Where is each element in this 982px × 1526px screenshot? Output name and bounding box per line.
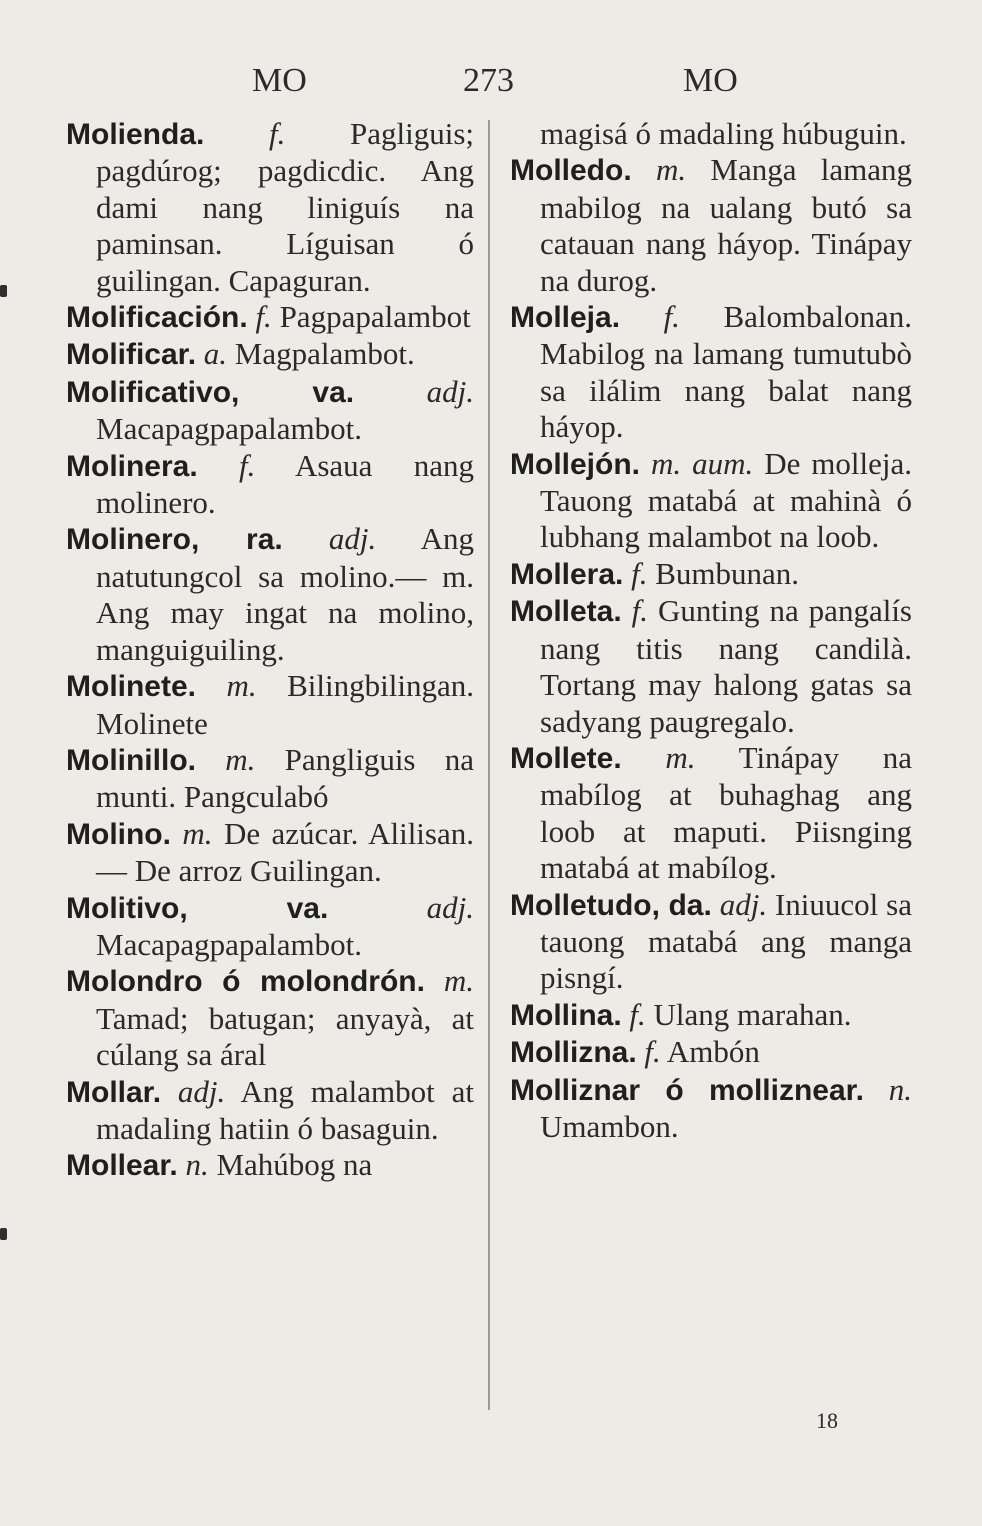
entry-grammar: n. [185, 1147, 209, 1183]
dictionary-entry [66, 374, 474, 448]
column-divider [488, 120, 490, 1410]
entry-headword: Molificar. [66, 338, 197, 372]
margin-ink-mark [0, 1228, 7, 1240]
entry-definition: Bilingbilingan. Molinete [96, 668, 474, 741]
entry-grammar: f. [239, 447, 256, 483]
entry-definition: Pagliguis; pagdúrog; pagdicdic. Ang dami nang liniguís na paminsan. Líguisan ó guilingan. Capaguran. [96, 116, 475, 298]
entry-grammar: m. [665, 739, 696, 775]
entry-grammar: m. [182, 815, 213, 851]
dictionary-entry [510, 593, 912, 740]
entry-grammar: m. [655, 152, 687, 188]
signature-mark: 18 [816, 1408, 838, 1433]
entry-headword: Mollejón. [510, 447, 640, 481]
page-number: 273 [463, 62, 514, 99]
entry-headword: Molinera. [66, 449, 198, 483]
entry-headword: Molitivo, va. [66, 891, 329, 925]
entry-headword: Molificación. [66, 301, 248, 335]
entry-grammar: adj. [719, 886, 768, 922]
page-header [0, 62, 982, 112]
entry-definition: Balombalonan. Mabilog na lamang tumutubò sa ilálim nang balat nang háyop. [540, 299, 913, 445]
entry-definition: Tinápay na mabílog at buhaghag ang loob at maputi. Piisnging matabá at mabílog. [540, 739, 912, 886]
entry-grammar: adj. [426, 889, 474, 925]
dictionary-entry [510, 887, 912, 997]
entry-definition: Macapagpapalambot. [96, 926, 362, 962]
entry-grammar: f. [631, 555, 648, 591]
entry-headword: Molificativo, va. [66, 375, 355, 409]
entry-grammar: adj. [426, 373, 475, 409]
entry-grammar: n. [888, 1071, 912, 1107]
entry-headword: Molinete. [66, 670, 197, 704]
entry-definition: Ambón [666, 1034, 760, 1070]
dictionary-entry [66, 521, 474, 668]
header-left-guide-word: MO [252, 62, 307, 99]
entry-definition: Macapagpapalambot. [96, 411, 362, 447]
entry-definition: Iniuucol sa tauong matabá ang manga pisngí. [540, 886, 913, 996]
dictionary-entry [66, 890, 474, 964]
entry-grammar: m. [443, 963, 474, 999]
entry-definition: Ang malambot at madaling hatiin ó basaguin. [96, 1073, 474, 1146]
entry-headword: Molleta. [510, 595, 622, 629]
entry-headword: Molienda. [66, 118, 205, 151]
dictionary-entry [66, 963, 474, 1073]
dictionary-entry [66, 116, 474, 299]
entry-definition: Tamad; batugan; anyayà, at cúlang sa áral [96, 1000, 474, 1073]
entry-grammar: f. [255, 299, 272, 335]
dictionary-entry [510, 1034, 912, 1071]
dictionary-entry [66, 1074, 474, 1148]
entry-definition: Pagpapalambot [279, 299, 471, 335]
entry-grammar: f. [644, 1034, 661, 1070]
entry-definition: Ulang marahan. [653, 996, 852, 1032]
dictionary-entry [510, 740, 912, 887]
entry-grammar: f. [631, 593, 648, 629]
entry-continuation: magisá ó madaling húbuguin. [540, 116, 907, 151]
entry-grammar: adj. [328, 521, 377, 557]
entry-definition: Magpalambot. [234, 336, 415, 372]
entry-headword: Mollizna. [510, 1036, 637, 1070]
dictionary-entry [66, 448, 474, 522]
right-column [510, 116, 912, 1145]
entry-headword: Molledo. [510, 154, 632, 188]
entry-headword: Mollete. [510, 741, 622, 775]
dictionary-entry [66, 336, 474, 373]
entry-grammar: m. [225, 741, 256, 777]
entry-definition: De molleja. Tauong matabá at mahinà ó lubhang malambot na loob. [540, 445, 913, 555]
entry-headword: Molinero, ra. [66, 523, 283, 557]
dictionary-entry [66, 1147, 474, 1184]
entry-definition: Umambon. [540, 1108, 679, 1144]
entry-definition: Mahúbog na [216, 1147, 373, 1183]
entry-definition: De azúcar. Alilisan.— De arroz Guilingan. [96, 815, 474, 889]
entry-headword: Mollera. [510, 557, 624, 591]
entry-headword: Molondro ó molondrón. [66, 965, 425, 999]
dictionary-entry [510, 299, 912, 446]
entry-definition: Pangliguis na munti. Pangculabó [96, 741, 474, 815]
entry-grammar: a. [203, 336, 228, 372]
entry-definition: Ang natutungcol sa molino.— m. Ang may ingat na molino, manguiguiling. [96, 521, 474, 667]
entry-grammar: f. [663, 299, 680, 335]
entry-headword: Molliznar ó molliznear. [510, 1073, 865, 1107]
dictionary-entry [66, 299, 474, 336]
entry-headword: Molletudo, da. [510, 888, 712, 922]
dictionary-entry [66, 816, 474, 890]
entry-headword: Mollar. [66, 1075, 162, 1109]
entry-headword: Molinillo. [66, 743, 196, 777]
header-right-guide-word: MO [683, 62, 738, 99]
entry-grammar: m. aum. [650, 445, 754, 481]
entry-definition: Manga lamang mabilog na ualang butó sa catauan nang háyop. Tinápay na durog. [540, 152, 913, 298]
entry-grammar: m. [226, 668, 257, 704]
entry-definition: Gunting na pangalís nang titis nang candilà. Tortang may halong gatas sa sadyang paugregalo. [540, 593, 912, 739]
dictionary-entry [510, 556, 912, 593]
entry-headword: Molleja. [510, 301, 621, 335]
dictionary-entry [66, 742, 474, 816]
margin-ink-mark [0, 285, 7, 297]
dictionary-entry [510, 997, 912, 1034]
dictionary-entry [510, 446, 912, 556]
entry-headword: Mollear. [66, 1149, 178, 1183]
dictionary-entry [510, 152, 912, 299]
left-column [66, 116, 474, 1185]
entry-definition: Asaua nang molinero. [96, 447, 474, 521]
entry-definition: Bumbunan. [655, 555, 800, 591]
entry-grammar: f. [268, 116, 286, 151]
entry-grammar: f. [629, 996, 646, 1032]
entry-headword: Molino. [66, 817, 171, 851]
dictionary-entry [510, 1072, 912, 1146]
dictionary-entry [66, 668, 474, 742]
entry-headword: Mollina. [510, 998, 622, 1032]
entry-grammar: adj. [177, 1073, 226, 1109]
